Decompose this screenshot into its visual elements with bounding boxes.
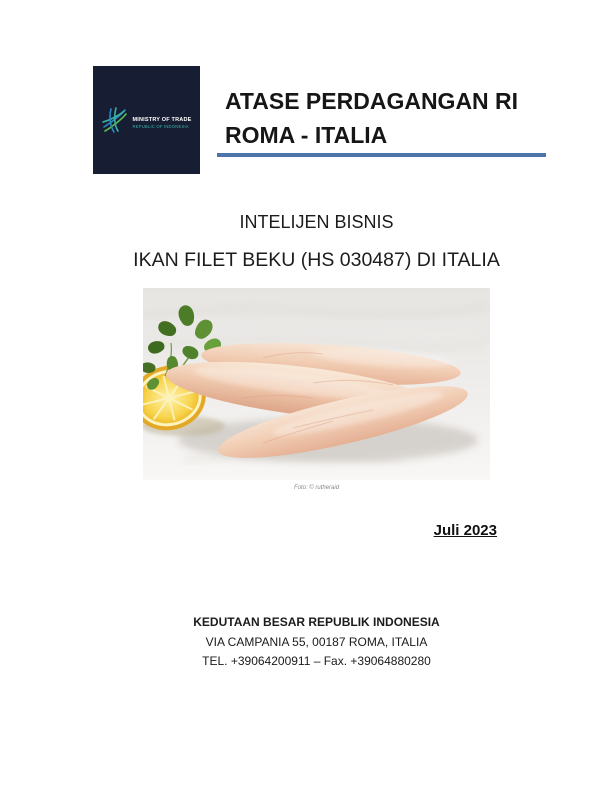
ministry-name: MINISTRY OF TRADE (132, 117, 192, 123)
header-title-line2: ROMA - ITALIA (225, 122, 388, 148)
ministry-logo (93, 66, 200, 174)
header-title-line1: ATASE PERDAGANGAN RI (225, 88, 519, 114)
ministry-country: REPUBLIC OF INDONESIA (132, 124, 189, 129)
header-title (225, 84, 555, 152)
report-title-line2: IKAN FILET BEKU (HS 030487) DI ITALIA (133, 249, 500, 271)
ministry-logo-text (132, 117, 191, 129)
footer (110, 616, 523, 674)
footer-org-name: KEDUTAAN BESAR REPUBLIK INDONESIA (193, 615, 440, 629)
footer-address: VIA CAMPANIA 55, 00187 ROMA, ITALIA (205, 635, 428, 649)
fish-fillets-photo (143, 288, 490, 480)
header-rule-divider (217, 153, 546, 157)
footer-phone-fax: TEL. +39064200911 – Fax. +39064880280 (202, 654, 431, 668)
report-date: Juli 2023 (433, 522, 497, 539)
photo-caption: Foto: © rutheraid (293, 485, 340, 491)
report-title-line1: INTELIJEN BISNIS (239, 212, 394, 232)
ministry-globe-icon (101, 106, 128, 141)
